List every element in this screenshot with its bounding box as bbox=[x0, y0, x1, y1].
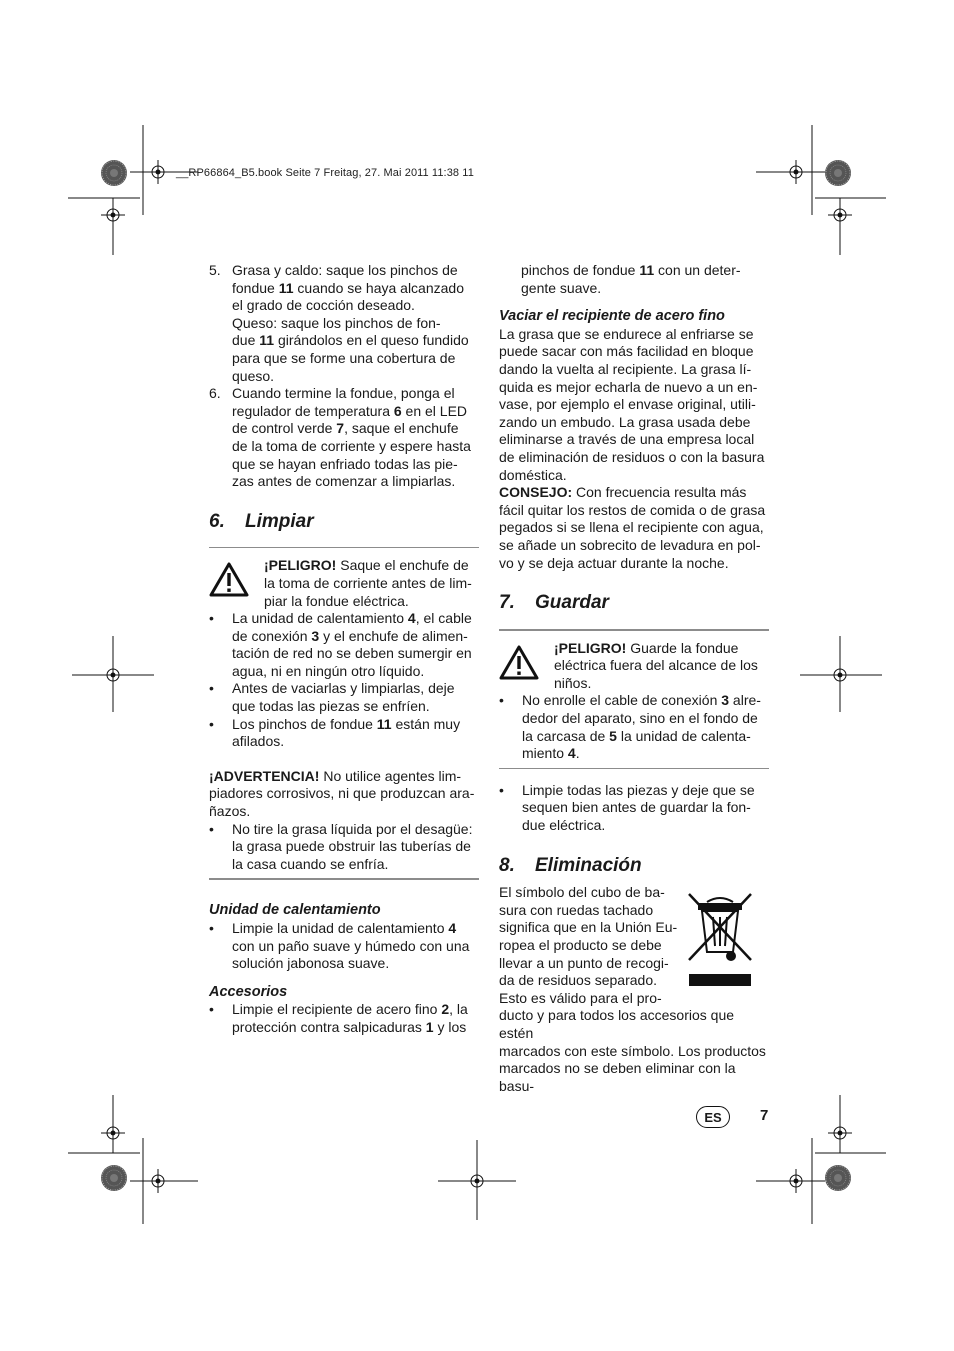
warning-paragraph: ¡ADVERTENCIA! No utilice agentes lim- piadores corrosivos, ni que produzcan ara- ñazos. bbox=[209, 767, 475, 820]
weee-bin-icon bbox=[685, 890, 755, 990]
list-item: • Limpie la unidad de calentamiento 4 con un paño suave y húmedo con una solución jabonosa suave. bbox=[209, 920, 470, 972]
registration-target-icon bbox=[101, 1165, 127, 1191]
continued-text: pinchos de fondue 11 con un deter- gente suave. bbox=[521, 262, 741, 296]
list-item: • No tire la grasa líquida por el desagüe: la grasa puede obstruir las tuberías de la casa cuando se enfría. bbox=[209, 820, 473, 872]
registration-target-icon bbox=[825, 160, 851, 186]
warning-triangle-icon bbox=[209, 557, 264, 610]
warning-triangle-icon bbox=[499, 640, 554, 693]
list-item: • Limpie el recipiente de acero fino 2, la protección contra salpicaduras 1 y los bbox=[209, 1001, 468, 1035]
registration-target-icon bbox=[101, 160, 127, 186]
eliminacion-paragraph: El símbolo del cubo de ba- sura con ruedas tachado significa que en la Unión Eu- ropea el producto se debe llevar a un punto de recogi- da de residuos separado. Esto es válido para el pro- ducto y para todos los accesorios que estén marcados con este símbolo. Los productos marcados no se deben eliminar con la basu- bbox=[499, 884, 766, 1094]
section-heading-limpiar: 6. Limpiar bbox=[209, 510, 314, 532]
list-item: • No enrolle el cable de conexión 3 alre- dedor del aparato, sino en el fondo de la carcasa de 5 la unidad de calenta- miento 4. bbox=[499, 692, 761, 762]
divider bbox=[499, 768, 769, 769]
divider bbox=[209, 547, 479, 548]
section-heading-eliminacion: 8. Eliminación bbox=[499, 854, 642, 876]
left-column bbox=[209, 262, 479, 1037]
danger-notice: ¡PELIGRO! Saque el enchufe de la toma de corriente antes de lim- piar la fondue eléctrica. bbox=[209, 557, 479, 610]
right-column bbox=[499, 262, 769, 1095]
subheading-vaciar: Vaciar el recipiente de acero fino bbox=[499, 308, 725, 325]
language-badge: ES bbox=[696, 1106, 730, 1128]
file-info-header: __RP66864_B5.book Seite 7 Freitag, 27. Mai 2011 11:38 11 bbox=[176, 167, 474, 179]
consejo-paragraph: CONSEJO: Con frecuencia resulta más fácil quitar los restos de comida o de grasa pegados si se llena el recipiente con agua, se añade un sobrecito de levadura en pol- vo y se deja actuar durante la noche. bbox=[499, 484, 766, 571]
divider bbox=[209, 878, 479, 880]
list-item: • La unidad de calentamiento 4, el cable de conexión 3 y el enchufe de alimen- tación de red no se deben sumergir en agua, ni en ningún otro líquido. bbox=[209, 610, 472, 679]
page-number: 7 bbox=[760, 1107, 769, 1124]
vaciar-paragraph: La grasa que se endurece al enfriarse se puede sacar con más facilidad en bloque dando la vuelta al recipiente. La grasa lí- quida es mejor echarla de nuevo a un en- vase, por ejemplo el envase original, utili- zando un embudo. La grasa usada debe eliminarse a través de una empresa local de eliminación de residuos o con la basura doméstica. bbox=[499, 325, 765, 483]
divider bbox=[499, 629, 769, 631]
subheading-unidad: Unidad de calentamiento bbox=[209, 902, 381, 919]
subheading-accesorios: Accesorios bbox=[209, 983, 288, 1000]
registration-target-icon bbox=[825, 1165, 851, 1191]
list-item: • Los pinchos de fondue 11 están muy afilados. bbox=[209, 715, 461, 750]
step-6: 6. Cuando termine la fondue, ponga el regulador de temperatura 6 en el LED de control verde 7, saque el enchufe de la toma de corriente y espere hasta que se hayan enfriado todas las pie- zas antes de comenzar a limpiarlas. bbox=[209, 385, 471, 490]
danger-notice: ¡PELIGRO! Guarde la fondue eléctrica fuera del alcance de los niños. bbox=[499, 640, 769, 693]
section-heading-guardar: 7. Guardar bbox=[499, 592, 609, 614]
list-item: • Limpie todas las piezas y deje que se sequen bien antes de guardar la fon- due eléctrica. bbox=[499, 781, 755, 834]
list-item: • Antes de vaciarlas y limpiarlas, deje que todas las piezas se enfríen. bbox=[209, 680, 455, 715]
step-5: 5. Grasa y caldo: saque los pinchos de fondue 11 cuando se haya alcanzado el grado de cocción deseado. Queso: saque los pinchos de fon- due 11 girándolos en el queso fundido para que se forme una cobertura de queso. bbox=[209, 262, 469, 384]
